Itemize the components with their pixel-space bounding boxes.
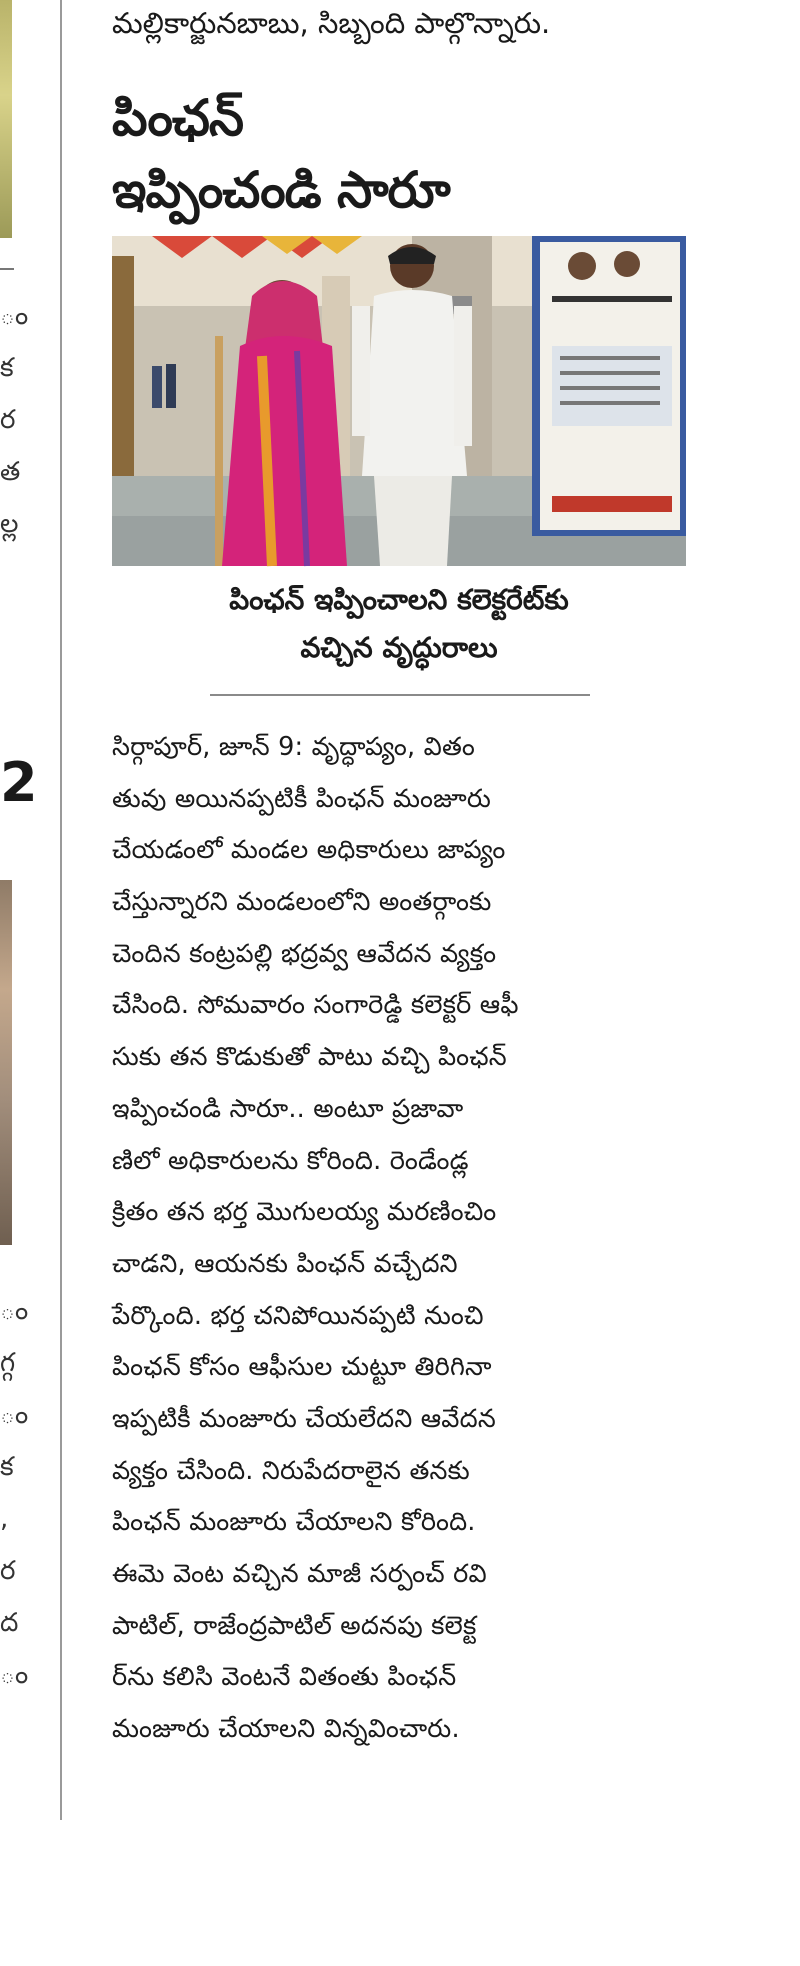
- caption-line-2: వచ్చిన వృద్ధురాలు: [300, 631, 498, 664]
- body-line: ఈమె వెంట వచ్చిన మాజీ సర్పంచ్ రవి: [112, 1559, 487, 1589]
- caption-divider: [210, 694, 590, 696]
- body-line: పేర్కొంది. భర్త చనిపోయినప్పటి నుంచి: [112, 1300, 484, 1331]
- article-headline: [112, 82, 686, 226]
- headline-line-2: ఇప్పించండి సారూ: [112, 161, 450, 219]
- left-column-rule: [0, 268, 14, 270]
- left-column-photo-edge-2: [0, 880, 12, 1245]
- body-line: పింఛన్ కోసం ఆఫీసుల చుట్టూ తిరిగినా: [112, 1352, 492, 1383]
- body-line: ఇప్పించండి సారూ.. అంటూ ప్రజావా: [112, 1093, 464, 1124]
- caption-line-1: పింఛన్ ఇప్పించాలని కలెక్టరేట్‌కు: [229, 583, 569, 616]
- body-line: సుకు తన కొడుకుతో పాటు వచ్చి పింఛన్: [112, 1042, 507, 1073]
- body-line: చాడని, ఆయనకు పింఛన్ వచ్చేదని: [112, 1248, 458, 1279]
- body-line: ఇప్పటికీ మంజూరు చేయలేదని ఆవేదన: [112, 1403, 496, 1434]
- body-line: సిర్గాపూర్, జూన్ 9: వృద్ధాప్యం, వితం: [112, 732, 475, 762]
- body-line: చేస్తున్నారని మండలంలోని అంతర్గాంకు: [112, 887, 492, 918]
- left-column-headline-fragment: 2: [0, 751, 38, 814]
- previous-article-last-line: మల్లికార్జునబాబు, సిబ్బంది పాల్గొన్నారు.: [112, 6, 551, 40]
- body-line: క్రితం తన భర్త మొగులయ్య మరణించిం: [112, 1197, 497, 1228]
- left-column-text-fragments-top: ం క ర త ల్ల: [0, 301, 29, 539]
- body-line: చేసింది. సోమవారం సంగారెడ్డి కలెక్టర్ ఆఫీ: [112, 990, 519, 1021]
- body-line: పింఛన్ మంజూరు చేయాలని కోరింది.: [112, 1507, 476, 1538]
- body-line: చేయడంలో మండల అధికారులు జాప్యం: [112, 835, 506, 866]
- left-column-text-fragments-bottom: ం గ్గ ం క , ర ద ం: [0, 1296, 29, 1690]
- headline-line-1: పింఛన్: [112, 89, 243, 147]
- body-line: ణిలో అధికారులను కోరింది. రెండేండ్ల: [112, 1145, 469, 1176]
- left-neighbor-column: [0, 0, 60, 1820]
- article-body: [112, 722, 686, 1756]
- body-line: తువు అయినప్పటికీ పింఛన్ మంజూరు: [112, 783, 491, 814]
- body-line: మంజూరు చేయాలని విన్నవించారు.: [112, 1714, 460, 1745]
- photo-elderly-woman-and-son-icon: [112, 236, 686, 566]
- body-line: ర్‌ను కలిసి వెంటనే వితంతు పింఛన్: [112, 1662, 457, 1693]
- article-photo: [112, 236, 686, 566]
- photo-caption: [112, 576, 686, 672]
- body-line: వ్యక్తం చేసింది. నిరుపేదరాలైన తనకు: [112, 1455, 470, 1486]
- body-line: పాటిల్, రాజేంద్రపాటిల్ అదనపు కలెక్ట: [112, 1610, 477, 1641]
- body-line: చెందిన కంట్రపల్లి భద్రవ్వ ఆవేదన వ్యక్తం: [112, 938, 497, 969]
- left-column-photo-edge: [0, 0, 12, 238]
- column-divider: [60, 0, 62, 1820]
